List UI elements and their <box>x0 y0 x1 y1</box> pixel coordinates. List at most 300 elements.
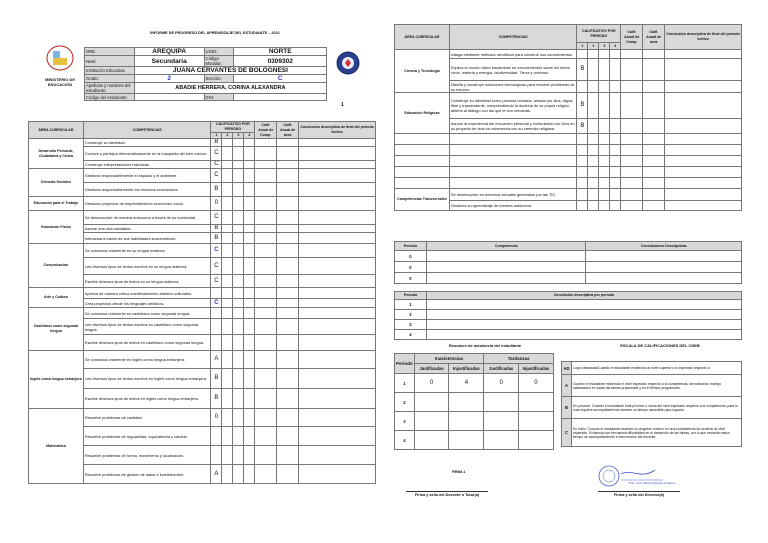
period-1-grade: C <box>211 299 222 308</box>
annual-or-conclusion-cell <box>299 369 376 389</box>
attendance-inas-justificadas-value <box>414 412 449 431</box>
nivel-label: Nivel: <box>85 56 135 67</box>
empty-cell <box>577 134 588 145</box>
scale-title: ESCALA DE CALIFICACIONES DEL CNEB <box>620 343 700 348</box>
period-grade-cell <box>222 233 233 244</box>
period-1-grade: C <box>211 147 222 161</box>
annual-or-conclusion-cell <box>621 201 643 211</box>
annual-or-conclusion-cell <box>255 288 277 299</box>
attendance-header-tard-injustificadas: Injustificadas <box>518 364 553 374</box>
header-period-1: 1 <box>211 133 222 139</box>
grades-table-right <box>394 24 742 211</box>
annual-or-conclusion-cell <box>643 50 665 59</box>
annual-or-conclusion-cell <box>643 93 665 119</box>
empty-cell <box>449 145 577 156</box>
period-grade-cell <box>588 50 599 59</box>
period-grade-cell <box>610 201 621 211</box>
empty-cell <box>599 145 610 156</box>
header-area: ÁREA CURRICULAR <box>29 122 84 139</box>
period-grade-cell <box>233 409 244 427</box>
attendance-inas-justificadas-value: 0 <box>414 374 449 393</box>
period-grade-cell <box>222 139 233 147</box>
annual-or-conclusion-cell <box>299 308 376 319</box>
period-grade-cell <box>222 147 233 161</box>
attendance-inas-injustificadas-value <box>449 412 484 431</box>
conclusions-row-text <box>586 273 742 284</box>
annual-or-conclusion-cell <box>299 275 376 288</box>
annual-or-conclusion-cell <box>665 201 742 211</box>
period-1-grade: B <box>577 59 588 81</box>
annual-or-conclusion-cell <box>255 308 277 319</box>
area-name: Matemática <box>29 409 84 484</box>
annual-or-conclusion-cell <box>299 446 376 465</box>
attendance-inas-injustificadas-value: 4 <box>449 374 484 393</box>
period-1-grade <box>577 189 588 201</box>
empty-cell <box>588 134 599 145</box>
empty-cell <box>610 178 621 189</box>
annual-or-conclusion-cell <box>299 183 376 197</box>
scale-code-c: C <box>562 419 572 447</box>
annual-or-conclusion-cell <box>277 139 299 147</box>
period-grade-cell <box>610 189 621 201</box>
annual-or-conclusion-cell <box>299 169 376 183</box>
period-grade-cell <box>588 189 599 201</box>
period-1-grade: C <box>211 211 222 225</box>
annual-or-conclusion-cell <box>665 59 742 81</box>
small-signature-label: FIRMA 1 <box>452 470 466 474</box>
codigo-modular-value: 0309302 <box>234 56 327 67</box>
period-conclusion-row-periodo: 2 <box>395 310 427 320</box>
competency-text: Se comunica oralmente en su lengua materna. <box>83 244 211 258</box>
codigo-label: Código del estudiante: <box>85 94 135 101</box>
period-conclusion-row-text <box>426 300 741 310</box>
annual-or-conclusion-cell <box>277 169 299 183</box>
period-grade-cell <box>588 93 599 119</box>
annual-or-conclusion-cell <box>643 119 665 134</box>
conclusions-row-competencia <box>426 262 586 273</box>
empty-cell <box>643 167 665 178</box>
period-grade-cell <box>599 59 610 81</box>
period-grade-cell <box>222 427 233 446</box>
period-1-grade: C <box>211 169 222 183</box>
scale-text-a: Cuando el estudiante evidencia el nivel esperado respecto a la competencia, demostrando manejo satisfactorio en todas las tareas propuestas y en el tiempo programado. <box>571 375 741 397</box>
empty-cell <box>588 145 599 156</box>
period-grade-cell <box>222 389 233 409</box>
period-grade-cell <box>244 299 255 308</box>
school-crest-logo <box>336 50 360 76</box>
period-grade-cell <box>244 308 255 319</box>
codigo-modular-label: Código Modular: <box>204 56 234 67</box>
empty-cell <box>643 156 665 167</box>
attendance-row-periodo: 3 <box>395 412 415 431</box>
empty-cell <box>610 156 621 167</box>
period-grade-cell <box>233 427 244 446</box>
competency-text: Gestiona responsablemente el espacio y el ambiente. <box>83 169 211 183</box>
period-grade-cell <box>244 369 255 389</box>
ugel-label: UGEL: <box>204 48 234 56</box>
scale-code-b: B <box>562 397 572 419</box>
annual-or-conclusion-cell <box>277 319 299 335</box>
annual-or-conclusion-cell <box>277 369 299 389</box>
period-1-grade: B <box>211 225 222 233</box>
period-grade-cell <box>233 225 244 233</box>
annual-or-conclusion-cell <box>621 50 643 59</box>
annual-or-conclusion-cell <box>255 389 277 409</box>
annual-or-conclusion-cell <box>299 139 376 147</box>
annual-or-conclusion-cell <box>299 147 376 161</box>
attendance-tard-justificadas-value <box>484 431 519 450</box>
annual-or-conclusion-cell <box>277 244 299 258</box>
period-1-grade <box>211 335 222 351</box>
period-grade-cell <box>244 288 255 299</box>
period-grade-cell <box>610 81 621 93</box>
empty-cell <box>610 145 621 156</box>
period-grade-cell <box>244 465 255 484</box>
area-name: Comunicación <box>29 244 84 288</box>
period-grade-cell <box>244 427 255 446</box>
empty-cell <box>621 145 643 156</box>
period-grade-cell <box>233 389 244 409</box>
competency-text: Interactúa a través de sus habilidades sociomotrices. <box>83 233 211 244</box>
competency-text: Escribe diversos tipos de textos en su lengua materna. <box>83 275 211 288</box>
empty-cell <box>395 156 450 167</box>
annual-or-conclusion-cell <box>299 299 376 308</box>
grado-value: 2 <box>134 75 204 83</box>
period-grade-cell <box>233 147 244 161</box>
period-grade-cell <box>599 93 610 119</box>
period-grade-cell <box>222 288 233 299</box>
ugel-value: NORTE <box>234 48 327 56</box>
attendance-tard-injustificadas-value <box>518 431 553 450</box>
dre-value: AREQUIPA <box>134 48 204 56</box>
period-1-grade <box>211 319 222 335</box>
period-grade-cell <box>588 201 599 211</box>
attendance-header-periodo: Periodo <box>395 354 415 374</box>
competency-text: Resuelve problemas de cantidad. <box>83 409 211 427</box>
annual-or-conclusion-cell <box>299 335 376 351</box>
tutor-signature-line: Firma y sello del Docente o Tutor(a) <box>406 491 488 497</box>
period-grade-cell <box>599 50 610 59</box>
empty-cell <box>577 145 588 156</box>
competency-text: Asume la experiencia del encuentro personal y comunitario con Dios en su proyecto de vida en coherencia con su creencia religiosa. <box>449 119 577 134</box>
empty-cell <box>599 134 610 145</box>
annual-or-conclusion-cell <box>299 258 376 275</box>
annual-or-conclusion-cell <box>255 197 277 211</box>
competency-text: Asume una vida saludable. <box>83 225 211 233</box>
empty-cell <box>621 167 643 178</box>
empty-cell <box>643 145 665 156</box>
empty-cell <box>643 134 665 145</box>
competency-text: Resuelve problemas de gestión de datos e incertidumbre. <box>83 465 211 484</box>
area-name: Inglés como lengua extranjera <box>29 351 84 409</box>
annual-or-conclusion-cell <box>277 233 299 244</box>
annual-or-conclusion-cell <box>299 427 376 446</box>
period-grade-cell <box>233 258 244 275</box>
annual-or-conclusion-cell <box>299 197 376 211</box>
conclusions-header-descriptivas: Conclusiones Descriptivas <box>586 242 742 251</box>
attendance-tard-injustificadas-value <box>518 412 553 431</box>
period-1-grade: B <box>211 369 222 389</box>
period-grade-cell <box>233 351 244 369</box>
period-grade-cell <box>222 197 233 211</box>
conclusions-row-periodo: 0 <box>395 273 427 284</box>
period-grade-cell <box>222 258 233 275</box>
right-header-period-2: 2 <box>588 43 599 50</box>
empty-cell <box>449 167 577 178</box>
annual-or-conclusion-cell <box>621 81 643 93</box>
annual-or-conclusion-cell <box>277 258 299 275</box>
period-grade-cell <box>244 183 255 197</box>
annual-or-conclusion-cell <box>277 427 299 446</box>
scale-text-ad: Logro destacadoCuando el estudiante evidencia un nivel superior a lo esperado respecto a <box>571 362 741 375</box>
competency-text: Escribe diversos tipos de textos en castellano como segunda lengua. <box>83 335 211 351</box>
right-header-conclusion: Conclusión descriptiva de final del periodo lectivo <box>665 25 742 50</box>
annual-or-conclusion-cell <box>277 351 299 369</box>
annual-or-conclusion-cell <box>255 299 277 308</box>
right-header-competencias: COMPETENCIAS <box>449 25 577 50</box>
header-conclusion: Conclusión descriptiva de final del periodo lectivo <box>299 122 376 139</box>
period-1-grade: B <box>211 183 222 197</box>
period-grade-cell <box>222 244 233 258</box>
empty-cell <box>577 178 588 189</box>
attendance-header-tard-justificadas: Justificadas <box>484 364 519 374</box>
empty-cell <box>395 145 450 156</box>
period-grade-cell <box>233 308 244 319</box>
period-1-grade: A <box>211 465 222 484</box>
period-grade-cell <box>610 59 621 81</box>
period-grade-cell <box>610 50 621 59</box>
header-calificativo: CALIFICATIVO POR PERIODO <box>211 122 255 133</box>
area-name: Ciencia y Tecnología <box>395 50 450 93</box>
attendance-header-tardanzas: Tardanzas <box>484 354 554 364</box>
period-grade-cell <box>233 169 244 183</box>
annual-or-conclusion-cell <box>299 351 376 369</box>
director-signature-line: Firma y sello del Director(a) <box>598 491 680 497</box>
empty-cell <box>599 167 610 178</box>
annual-or-conclusion-cell <box>665 119 742 134</box>
empty-cell <box>665 134 742 145</box>
annual-or-conclusion-cell <box>299 161 376 169</box>
right-header-period-3: 3 <box>599 43 610 50</box>
annual-or-conclusion-cell <box>255 211 277 225</box>
header-period-3: 3 <box>233 133 244 139</box>
annual-or-conclusion-cell <box>299 319 376 335</box>
period-grade-cell <box>222 369 233 389</box>
period-grade-cell <box>222 275 233 288</box>
scale-table <box>561 361 742 447</box>
attendance-row-periodo: 1 <box>395 374 415 393</box>
annual-or-conclusion-cell <box>255 275 277 288</box>
period-grade-cell <box>222 319 233 335</box>
period-1-grade <box>211 427 222 446</box>
empty-cell <box>643 178 665 189</box>
attendance-row-periodo: 2 <box>395 393 415 412</box>
period-grade-cell <box>222 169 233 183</box>
annual-or-conclusion-cell <box>255 335 277 351</box>
period-grade-cell <box>233 197 244 211</box>
period-grade-cell <box>222 308 233 319</box>
period-grade-cell <box>222 465 233 484</box>
competency-text: Lee diversos tipos de textos escritos en inglés como lengua extranjera. <box>83 369 211 389</box>
annual-or-conclusion-cell <box>255 147 277 161</box>
period-grade-cell <box>233 465 244 484</box>
area-name: Educación Física <box>29 211 84 244</box>
annual-or-conclusion-cell <box>255 183 277 197</box>
annual-or-conclusion-cell <box>299 233 376 244</box>
empty-cell <box>665 145 742 156</box>
period-grade-cell <box>233 369 244 389</box>
header-calif-area: Calif. Anual de área <box>277 122 299 139</box>
annual-or-conclusion-cell <box>621 119 643 134</box>
annual-or-conclusion-cell <box>277 446 299 465</box>
right-header-calif-anual: Calif. Anual de Comp. <box>621 25 643 50</box>
period-grade-cell <box>244 233 255 244</box>
empty-cell <box>665 167 742 178</box>
empty-cell <box>395 134 450 145</box>
area-name: Desarrollo Personal, Ciudadanía y Cívica <box>29 139 84 169</box>
annual-or-conclusion-cell <box>277 465 299 484</box>
empty-cell <box>588 167 599 178</box>
annual-or-conclusion-cell <box>299 225 376 233</box>
annual-or-conclusion-cell <box>277 308 299 319</box>
annual-or-conclusion-cell <box>255 319 277 335</box>
period-1-grade <box>577 201 588 211</box>
annual-or-conclusion-cell <box>277 161 299 169</box>
period-1-grade <box>577 81 588 93</box>
annual-or-conclusion-cell <box>277 275 299 288</box>
period-grade-cell <box>222 446 233 465</box>
empty-cell <box>588 178 599 189</box>
period-1-grade: B <box>211 139 222 147</box>
attendance-header-inasistencias: Inasistencias <box>414 354 484 364</box>
period-1-grade: B <box>211 233 222 244</box>
period-grade-cell <box>599 81 610 93</box>
annual-or-conclusion-cell <box>277 197 299 211</box>
scale-text-b: En proceso: Cuando el estudiante está próximo o cerca del nivel esperado respecto a la competencia, para lo cual requiere acompañamiento durante un tiempo razonable para lograrlo. <box>571 397 741 419</box>
annual-or-conclusion-cell <box>277 299 299 308</box>
nombre-value: ABADIE HERRERA, CORINA ALEXANDRA <box>134 83 326 94</box>
empty-cell <box>610 134 621 145</box>
page-number: 1 <box>341 102 344 108</box>
period-grade-cell <box>244 446 255 465</box>
period-grade-cell <box>244 169 255 183</box>
scale-code-a: A <box>562 375 572 397</box>
period-grade-cell <box>244 389 255 409</box>
competency-text: Se comunica oralmente en castellano como segunda lengua. <box>83 308 211 319</box>
scale-code-ad: AD <box>562 362 572 375</box>
empty-cell <box>577 156 588 167</box>
peru-coat-of-arms-logo <box>44 44 76 74</box>
conclusions-row-competencia <box>426 273 586 284</box>
empty-cell <box>621 178 643 189</box>
attendance-header-inas-justificadas: Justificadas <box>414 364 449 374</box>
annual-or-conclusion-cell <box>299 389 376 409</box>
period-grade-cell <box>588 59 599 81</box>
period-conclusion-row-periodo: 1 <box>395 300 427 310</box>
period-grade-cell <box>233 244 244 258</box>
period-conclusion-row-periodo: 3 <box>395 320 427 330</box>
area-name: Castellano como segunda lengua <box>29 308 84 351</box>
attendance-inas-injustificadas-value <box>449 431 484 450</box>
annual-or-conclusion-cell <box>299 409 376 427</box>
period-grade-cell <box>599 119 610 134</box>
period-grade-cell <box>244 351 255 369</box>
annual-or-conclusion-cell <box>621 93 643 119</box>
annual-or-conclusion-cell <box>643 189 665 201</box>
empty-cell <box>599 178 610 189</box>
annual-or-conclusion-cell <box>255 244 277 258</box>
seccion-value: C <box>234 75 327 83</box>
period-1-grade: C <box>211 161 222 169</box>
attendance-tard-justificadas-value <box>484 393 519 412</box>
attendance-tard-injustificadas-value: 0 <box>518 374 553 393</box>
annual-or-conclusion-cell <box>277 335 299 351</box>
annual-or-conclusion-cell <box>643 81 665 93</box>
period-conclusion-table <box>394 291 742 340</box>
annual-or-conclusion-cell <box>277 409 299 427</box>
empty-cell <box>599 156 610 167</box>
conclusions-row-text <box>586 262 742 273</box>
ie-label: Institución Educativa: <box>85 67 135 75</box>
period-grade-cell <box>244 319 255 335</box>
annual-or-conclusion-cell <box>255 225 277 233</box>
attendance-row-periodo: 4 <box>395 431 415 450</box>
period-1-grade <box>211 446 222 465</box>
period-1-grade: C <box>211 244 222 258</box>
period-grade-cell <box>244 244 255 258</box>
period-conclusion-row-text <box>426 320 741 330</box>
period-1-grade: 0 <box>211 197 222 211</box>
empty-cell <box>449 134 577 145</box>
attendance-title: Resumen de asistencia del estudiante <box>448 343 522 348</box>
period-grade-cell <box>244 335 255 351</box>
period-grade-cell <box>233 319 244 335</box>
attendance-inas-injustificadas-value <box>449 393 484 412</box>
conclusions-table <box>394 241 742 284</box>
empty-cell <box>665 178 742 189</box>
header-period-4: 4 <box>244 133 255 139</box>
period-grade-cell <box>588 81 599 93</box>
annual-or-conclusion-cell <box>277 389 299 409</box>
conclusions-row-competencia <box>426 251 586 262</box>
annual-or-conclusion-cell <box>299 465 376 484</box>
period-grade-cell <box>244 258 255 275</box>
empty-cell <box>577 167 588 178</box>
ministry-name: MINISTERIO DE EDUCACIÓN <box>44 77 75 87</box>
competency-text: Lee diversos tipos de textos escritos en su lengua materna. <box>83 258 211 275</box>
period-grade-cell <box>222 211 233 225</box>
period-1-grade <box>211 308 222 319</box>
scale-text-c: En inicio: Cuando el estudiante muestra un progreso mínimo en una competencia de acuerdo al nivel esperado. Evidencia con frecuencia dificultades en el desarrollo de las tareas, por lo que necesita mayor tiempo de acompañamiento e intervención del docente. <box>571 419 741 447</box>
period-grade-cell <box>222 351 233 369</box>
area-name: Educación Religiosa <box>395 93 450 134</box>
annual-or-conclusion-cell <box>277 288 299 299</box>
conclusions-row-periodo: 0 <box>395 262 427 273</box>
period-grade-cell <box>222 335 233 351</box>
period-grade-cell <box>222 409 233 427</box>
conclusions-row-text <box>586 251 742 262</box>
period-1-grade: A <box>211 351 222 369</box>
area-name: Educación para el Trabajo <box>29 197 84 211</box>
right-header-period-1: 1 <box>577 43 588 50</box>
competency-text: Aprecia de manera crítica manifestaciones artístico-culturales. <box>83 288 211 299</box>
period-grade-cell <box>610 119 621 134</box>
competency-text: indaga mediante métodos científicos para construir sus conocimientos. <box>449 50 577 59</box>
empty-cell <box>665 156 742 167</box>
area-name: Competencias Transversales <box>395 189 450 211</box>
period-grade-cell <box>244 211 255 225</box>
conclusions-header-competencia: Competencia <box>426 242 586 251</box>
